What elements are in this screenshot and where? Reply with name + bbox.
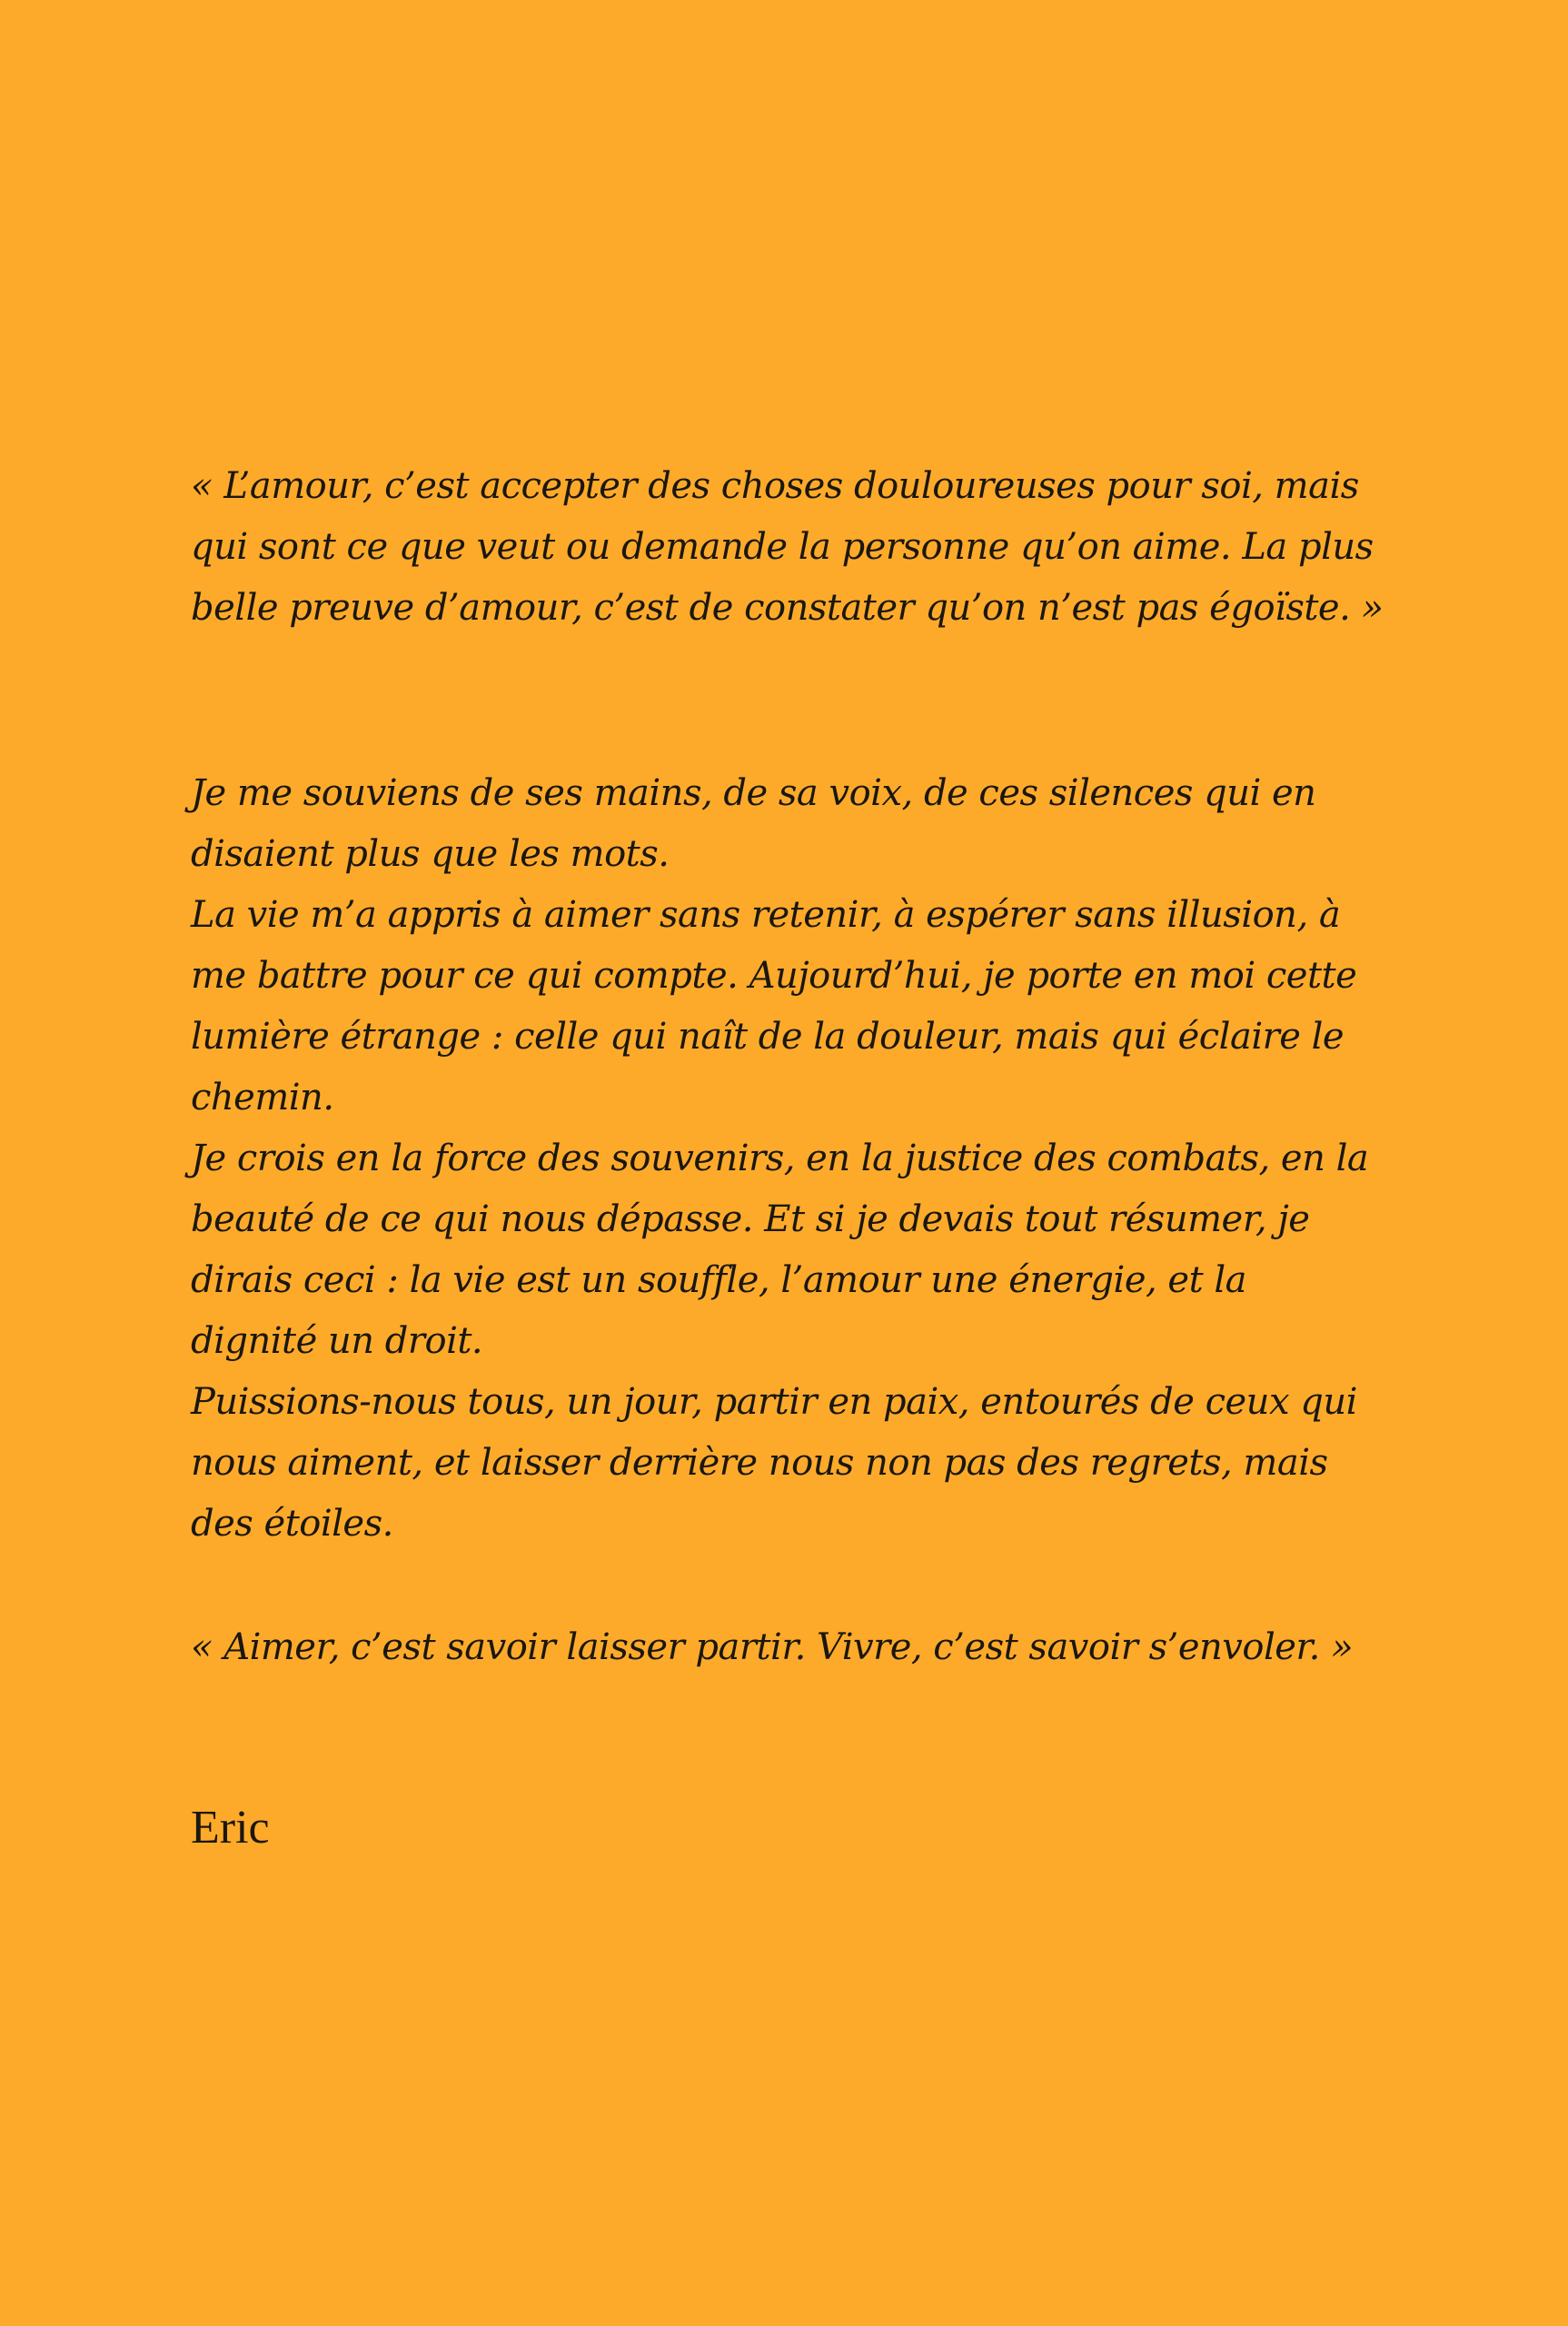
- opening-quote: [191, 456, 1399, 639]
- body-line: lumière étrange : celle qui naît de la douleur, mais qui éclaire le: [191, 1016, 1345, 1058]
- closing-quote-line: « Aimer, c’est savoir laisser partir. Vivre, c’est savoir s’envoler. »: [191, 1626, 1354, 1668]
- body-line: Puissions-nous tous, un jour, partir en paix, entourés de ceux qui: [191, 1381, 1357, 1423]
- body-line: chemin.: [191, 1077, 334, 1118]
- opening-quote-line: qui sont ce que veut ou demande la personne qu’on aime. La plus: [191, 526, 1374, 568]
- body-text: [191, 763, 1399, 1555]
- body-line: dirais ceci : la vie est un souffle, l’amour une énergie, et la: [191, 1259, 1247, 1301]
- body-line: beauté de ce qui nous dépasse. Et si je devais tout résumer, je: [191, 1198, 1310, 1240]
- signature: Eric: [191, 1802, 270, 1854]
- body-line: dignité un droit.: [191, 1320, 483, 1362]
- body-line: disaient plus que les mots.: [191, 833, 670, 875]
- body-line: nous aiment, et laisser derrière nous non pas des regrets, mais: [191, 1442, 1328, 1484]
- opening-quote-line: « L’amour, c’est accepter des choses douloureuses pour soi, mais: [191, 465, 1359, 507]
- body-line: me battre pour ce qui compte. Aujourd’hui, je porte en moi cette: [191, 955, 1357, 997]
- closing-quote: [191, 1617, 1399, 1678]
- body-line: La vie m’a appris à aimer sans retenir, à espérer sans illusion, à: [191, 894, 1341, 936]
- body-line: des étoiles.: [191, 1503, 393, 1545]
- body-line: Je crois en la force des souvenirs, en la justice des combats, en la: [191, 1138, 1369, 1179]
- body-line: Je me souviens de ses mains, de sa voix, de ces silences qui en: [191, 772, 1316, 814]
- opening-quote-line: belle preuve d’amour, c’est de constater qu’on n’est pas égoïste. »: [191, 587, 1384, 629]
